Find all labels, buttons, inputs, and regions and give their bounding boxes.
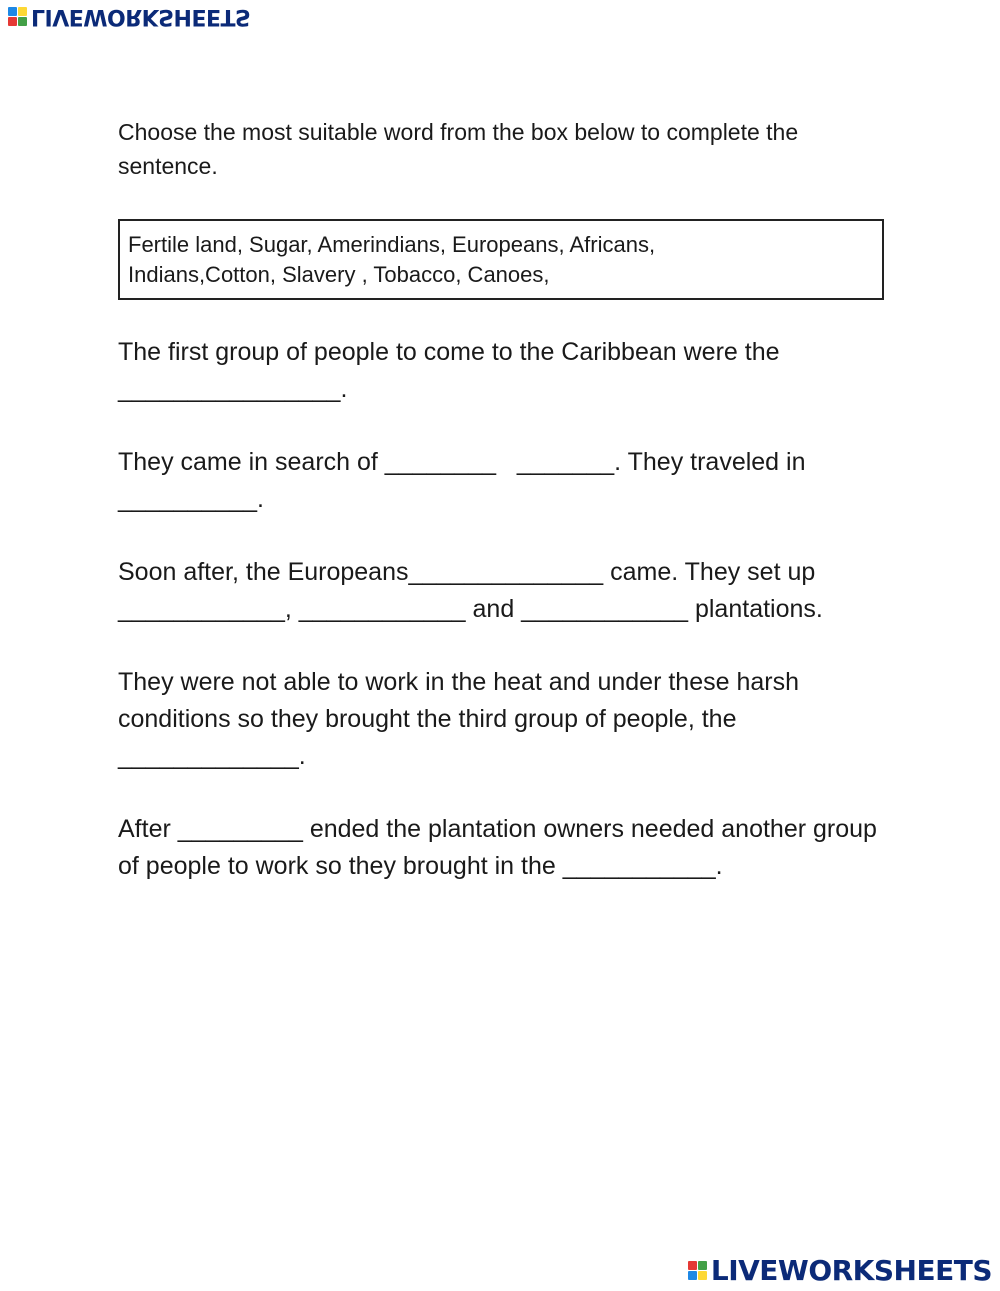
footer-logo-text: LIVEWORKSHEETS xyxy=(710,1254,992,1287)
logo-cube xyxy=(18,17,27,26)
worksheet xyxy=(118,115,888,885)
logo-cube xyxy=(18,7,27,16)
word-box xyxy=(118,219,884,300)
logo-cubes-icon xyxy=(8,7,27,26)
header-logo-text: LIVEWORKSHEETS xyxy=(31,4,251,29)
instructions: Choose the most suitable word from the box below to complete the sentence. xyxy=(118,119,799,179)
question-paragraph: They came in search of ________ _______. They traveled in __________. xyxy=(118,448,813,513)
logo-cube xyxy=(8,17,17,26)
question-paragraph: Soon after, the Europeans______________ came. They set up ____________, ____________ and ____________ plantations. xyxy=(118,558,823,623)
footer-logo xyxy=(688,1254,992,1287)
header-logo xyxy=(8,4,250,29)
word-box-line: Indians,Cotton, Slavery , Tobacco, Canoes, xyxy=(128,262,550,287)
question-paragraph: They were not able to work in the heat and under these harsh conditions so they brought the third group of people, the _____________. xyxy=(118,668,806,770)
word-box-line: Fertile land, Sugar, Amerindians, Europeans, Africans, xyxy=(128,232,656,257)
question-paragraph: After _________ ended the plantation owners needed another group of people to work so they brought in the ___________. xyxy=(118,815,884,880)
logo-cube xyxy=(688,1271,697,1280)
logo-cube xyxy=(8,7,17,16)
logo-cube xyxy=(688,1261,697,1270)
logo-cubes-icon xyxy=(688,1261,707,1280)
logo-cube xyxy=(698,1261,707,1270)
question-paragraph: The first group of people to come to the Caribbean were the ________________. xyxy=(118,338,787,403)
logo-cube xyxy=(698,1271,707,1280)
